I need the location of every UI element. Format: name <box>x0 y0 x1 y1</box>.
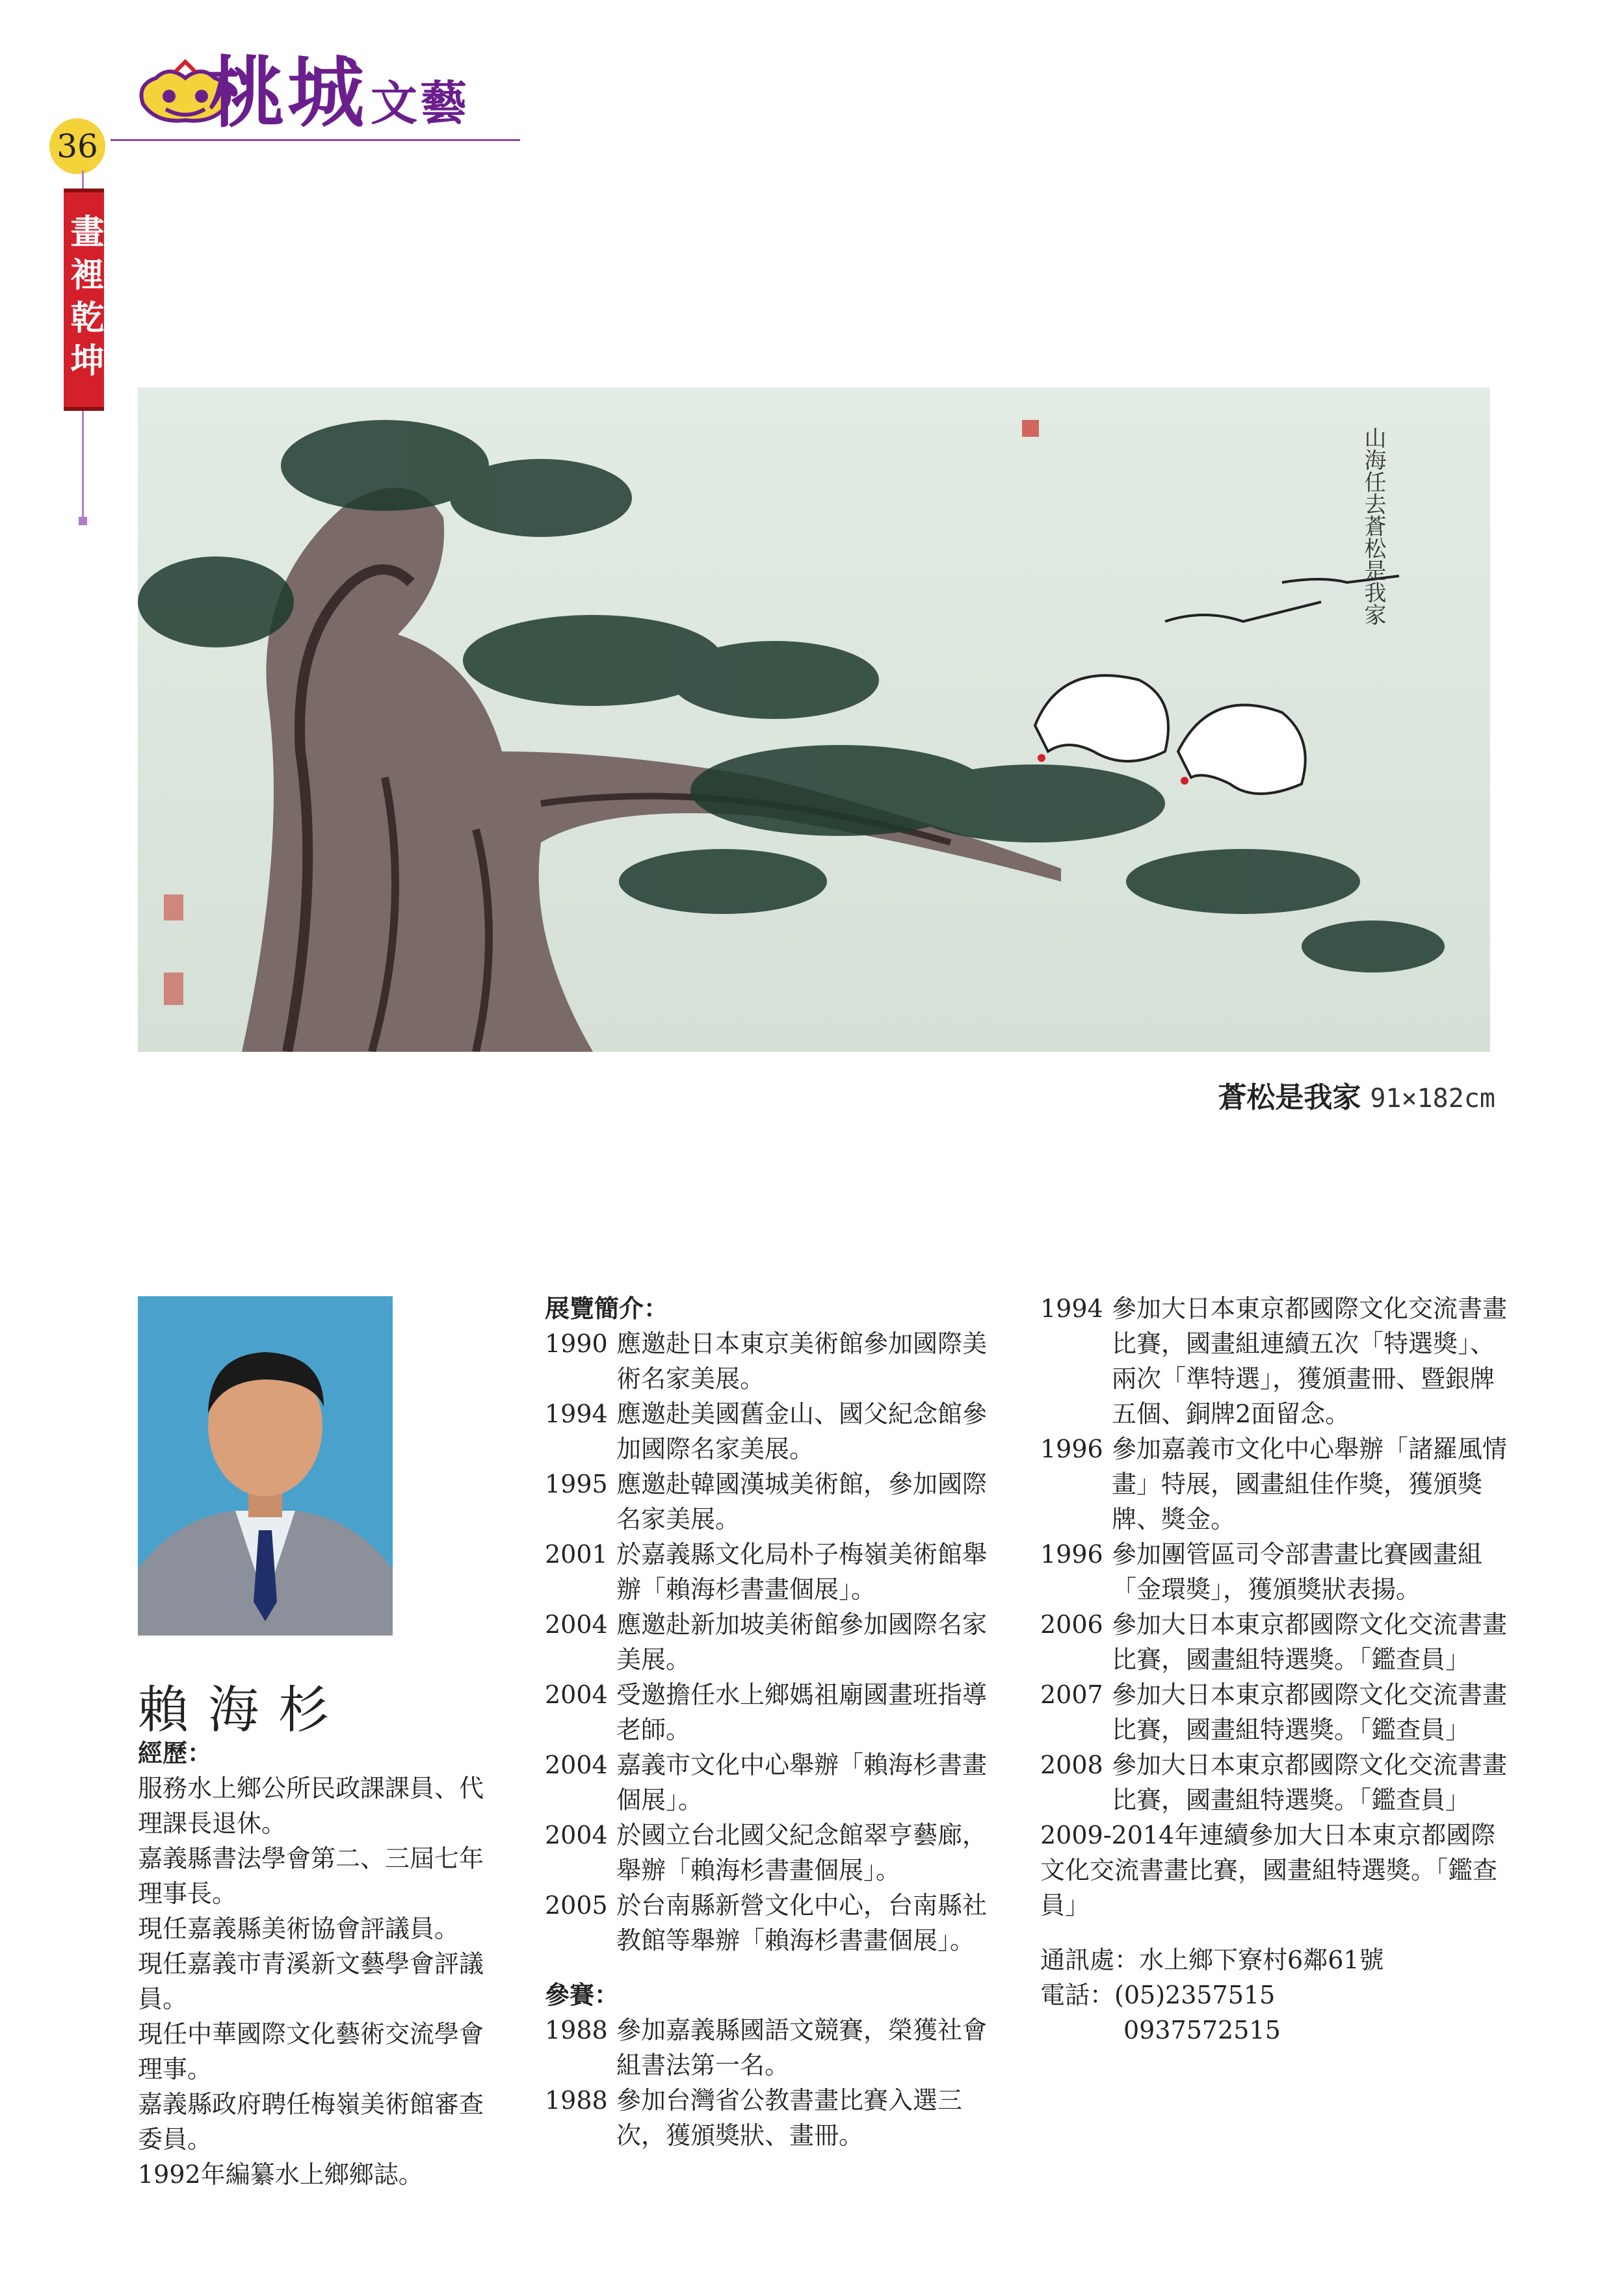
painting-title: 蒼松是我家 <box>1218 1081 1361 1114</box>
experience-item: 嘉義縣政府聘任梅嶺美術館審查委員。 <box>138 2090 484 2154</box>
exhibitions-heading: 展覽簡介： <box>545 1294 669 1323</box>
competition-entry: 1994 參加大日本東京都國際文化交流書畫比賽，國畫組連續五次「特選獎」、兩次「準特選」，獲頒畫冊、暨銀牌五個、銅牌2面留念。 <box>1040 1294 1508 1428</box>
exhibition-entry: 2004 嘉義市文化中心舉辦「賴海杉書畫個展」。 <box>545 1751 988 1814</box>
competition-entry: 1988 參加嘉義縣國語文競賽，榮獲社會組書法第一名。 <box>545 2016 988 2080</box>
margin-rule-end <box>79 517 87 525</box>
experience-item: 服務水上鄉公所民政課課員、代理課長退休。 <box>138 1774 484 1838</box>
competition-entry: 2007 參加大日本東京都國際文化交流書畫比賽，國畫組特選獎。「鑑查員」 <box>1040 1680 1508 1744</box>
painting-inscription: 山海任去蒼松是我家 <box>1360 426 1386 625</box>
contact-phone: 電話：(05)2357515 <box>1040 1981 1276 2009</box>
experience-item: 1992年編纂水上鄉鄉誌。 <box>138 2160 423 2189</box>
experience-item: 嘉義縣書法學會第二、三屆七年理事長。 <box>138 1844 484 1908</box>
page-number: 36 <box>49 118 105 174</box>
exhibition-entry: 2004 於國立台北國父紀念館翠亨藝廊，舉辦「賴海杉書畫個展」。 <box>545 1821 988 1885</box>
experience-heading: 經歷： <box>138 1738 213 1768</box>
artist-name: 賴海杉 <box>138 1681 349 1740</box>
painting-caption <box>975 1074 1495 1115</box>
exhibition-entry: 2004 受邀擔任水上鄉媽祖廟國畫班指導老師。 <box>545 1680 988 1744</box>
exhibition-entry: 1995 應邀赴韓國漢城美術館，參加國際名家美展。 <box>545 1470 988 1533</box>
artist-portrait-photo <box>138 1296 393 1636</box>
masthead-title: 桃城文藝 <box>208 47 470 138</box>
header-rule <box>111 139 520 141</box>
competition-entry: 2006 參加大日本東京都國際文化交流書畫比賽，國畫組特選獎。「鑑查員」 <box>1040 1610 1508 1674</box>
section-tab: 畫裡乾坤 <box>64 189 104 411</box>
competition-entry: 1996 參加嘉義市文化中心舉辦「諸羅風情畫」特展，國畫組佳作獎，獲頒獎牌、獎金。 <box>1040 1435 1508 1533</box>
competition-entry: 2008 參加大日本東京都國際文化交流書畫比賽，國畫組特選獎。「鑑查員」 <box>1040 1751 1508 1814</box>
exhibitions-section <box>545 1291 1006 2153</box>
competitions-heading: 參賽： <box>545 1980 620 2009</box>
experience-item: 現任嘉義縣美術協會評議員。 <box>138 1914 460 1943</box>
competition-entry: 1988 參加台灣省公教書畫比賽入選三次，獲頒獎狀、畫冊。 <box>545 2086 963 2150</box>
pine-crane-painting <box>138 387 1490 1052</box>
exhibition-entry: 1994 應邀赴美國舊金山、國父紀念館參加國際名家美展。 <box>545 1400 988 1463</box>
competition-entry: 2009-2014年連續參加大日本東京都國際文化交流書畫比賽，國畫組特選獎。「鑑查員」 <box>1040 1821 1498 1920</box>
painting-size: 91×182cm <box>1370 1084 1495 1114</box>
exhibition-entry: 1990 應邀赴日本東京美術館參加國際美術名家美展。 <box>545 1329 988 1393</box>
contact-address: 通訊處：水上鄉下寮村6鄰61號 <box>1040 1946 1384 1974</box>
exhibition-entry: 2004 應邀赴新加坡美術館參加國際名家美展。 <box>545 1610 988 1674</box>
competitions-continued <box>1040 1291 1508 2048</box>
experience-item: 現任中華國際文化藝術交流學會理事。 <box>138 2020 484 2083</box>
exhibition-entry: 2001 於嘉義縣文化局朴子梅嶺美術館舉辦「賴海杉書畫個展」。 <box>545 1540 988 1604</box>
experience-item: 現任嘉義市青溪新文藝學會評議員。 <box>138 1950 484 2013</box>
exhibition-entry: 2005 於台南縣新營文化中心，台南縣社教館等舉辦「賴海杉書畫個展」。 <box>545 1891 988 1955</box>
contact-mobile: 0937572515 <box>1123 2016 1281 2044</box>
experience-section <box>138 1736 502 2192</box>
competition-entry: 1996 參加團管區司令部書畫比賽國畫組「金環獎」，獲頒獎狀表揚。 <box>1040 1540 1483 1604</box>
